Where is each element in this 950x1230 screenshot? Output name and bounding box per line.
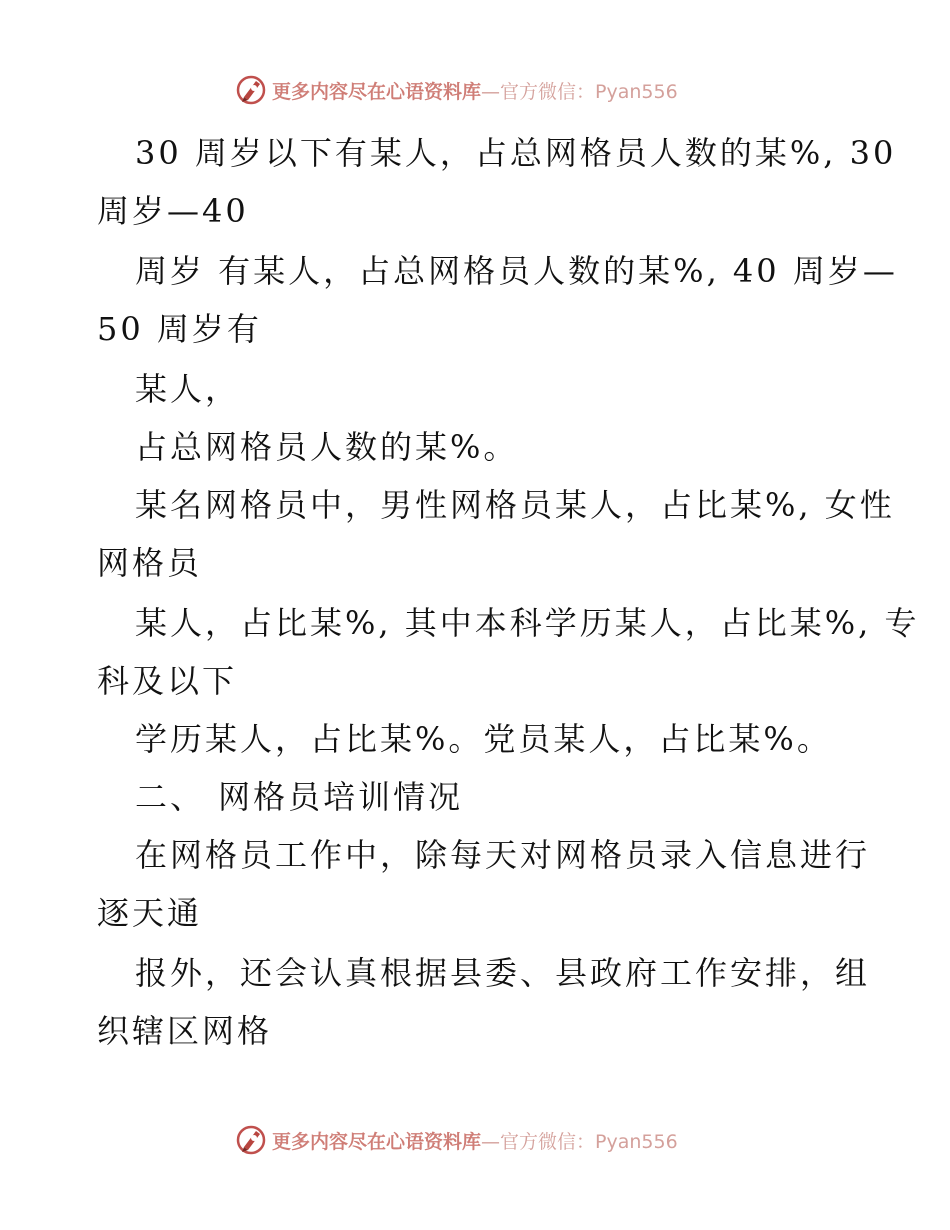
body-line: 30 周岁以下有某人，占总网格员人数的某%, 30 — [135, 134, 897, 172]
body-line: 某名网格员中，男性网格员某人，占比某%, 女性 — [135, 486, 895, 524]
body-line: 周岁 有某人，占总网格员人数的某%, 40 周岁— — [135, 252, 898, 290]
body-line: 周岁—40 — [97, 192, 249, 230]
body-line: 学历某人，占比某%。党员某人，占比某%。 — [135, 720, 832, 758]
header-wechat: —官方微信：Pyan556 — [481, 80, 678, 103]
pen-logo-icon — [234, 73, 268, 107]
footer-brand: 更多内容尽在心语资料库 — [272, 1130, 482, 1153]
body-line: 在网格员工作中，除每天对网格员录入信息进行 — [135, 836, 871, 874]
body-line: 逐天通 — [97, 894, 203, 932]
header-brand: 更多内容尽在心语资料库 — [272, 80, 482, 103]
body-line: 某人， — [135, 370, 241, 408]
body-line: 50 周岁有 — [97, 310, 262, 348]
header-banner — [0, 70, 950, 110]
body-line: 织辖区网格 — [97, 1012, 273, 1050]
body-line: 某人，占比某%, 其中本科学历某人，占比某%, 专 — [135, 604, 920, 642]
footer-banner — [0, 1120, 950, 1160]
body-line: 网格员 — [97, 544, 203, 582]
pen-logo-icon — [234, 1123, 268, 1157]
body-line: 科及以下 — [97, 662, 238, 700]
body-line: 报外，还会认真根据县委、县政府工作安排，组 — [135, 954, 871, 992]
section-heading: 二、 网格员培训情况 — [135, 778, 464, 816]
body-line: 占总网格员人数的某%。 — [135, 428, 519, 466]
footer-wechat: —官方微信：Pyan556 — [481, 1130, 678, 1153]
